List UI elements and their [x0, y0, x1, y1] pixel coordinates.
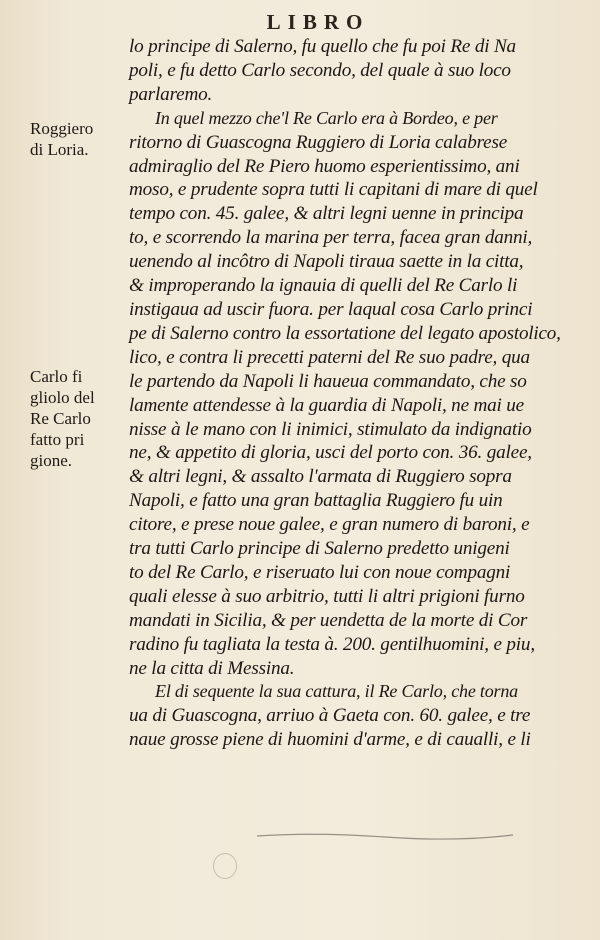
body-line: tempo con. 45. galee, & altri legni uenne in principa: [129, 203, 524, 225]
body-line: instigaua ad uscir fuora. per laqual cosa Carlo princi: [129, 298, 533, 320]
body-line: tra tutti Carlo principe di Salerno predetto unigeni: [129, 538, 510, 560]
body-line: parlaremo.: [129, 83, 213, 105]
body-line: moso, e prudente sopra tutti li capitani di mare di quel: [129, 179, 538, 201]
margin-note-line: gione.: [30, 451, 73, 470]
body-line: to del Re Carlo, e riseruato lui con noue compagni: [129, 561, 511, 583]
body-line: ne, & appetito di gloria, usci del porto con. 36. galee,: [129, 442, 532, 464]
body-line: Napoli, e fatto una gran battaglia Ruggiero fu uin: [129, 490, 503, 512]
body-line: naue grosse piene di huomini d'arme, e di caualli, e li: [129, 729, 531, 751]
page-ring-mark: [213, 853, 237, 879]
body-line: In quel mezzo che'l Re Carlo era à Bordeo, e per: [155, 107, 498, 128]
body-line: poli, e fu detto Carlo secondo, del quale à suo loco: [129, 59, 511, 81]
body-line: ua di Guascogna, arriuo à Gaeta con. 60. galee, e tre: [129, 705, 531, 727]
body-line: lo principe di Salerno, fu quello che fu poi Re di Na: [129, 36, 516, 57]
body-line: pe di Salerno contro la essortatione del legato apostolico,: [129, 322, 561, 344]
margin-note-line: gliolo del: [30, 388, 95, 407]
margin-note-roggiero: [30, 118, 93, 160]
body-line: uenendo al incôtro di Napoli tiraua saette in la citta,: [129, 251, 524, 273]
body-line: to, e scorrendo la marina per terra, facea gran danni,: [129, 227, 533, 249]
body-line: & improperando la ignauia di quelli del Re Carlo li: [129, 275, 518, 297]
running-head: LIBRO: [266, 10, 370, 34]
body-line: mandati in Sicilia, & per uendetta de la morte di Cor: [129, 609, 528, 631]
margin-note-line: Carlo fi: [30, 367, 83, 386]
body-line: ne la citta di Messina.: [129, 657, 295, 679]
body-line: & altri legni, & assalto l'armata di Ruggiero sopra: [129, 466, 512, 488]
margin-note-line: fatto pri: [30, 430, 85, 449]
body-line: lamente attendesse à la guardia di Napoli, ne mai ue: [129, 394, 524, 416]
margin-note-line: Re Carlo: [30, 409, 91, 428]
margin-note-carlo: [30, 366, 95, 471]
body-text: [129, 35, 561, 752]
margin-note-line: di Loria.: [30, 140, 89, 159]
body-line: citore, e prese noue galee, e gran numero di baroni, e: [129, 514, 530, 536]
body-line: lico, e contra li precetti paterni del Re suo padre, qua: [129, 346, 530, 368]
body-line: radino fu tagliata la testa à. 200. gentilhuomini, e piu,: [129, 633, 535, 655]
body-line: nisse à le mano con li inimici, stimulato da indignatio: [129, 418, 532, 440]
body-line: admiraglio del Re Piero huomo esperientissimo, ani: [129, 155, 520, 177]
body-line: ritorno di Guascogna Ruggiero di Loria calabrese: [129, 131, 508, 153]
body-line: quali elesse à suo arbitrio, tutti li altri prigioni furno: [129, 585, 525, 607]
catchword-underline: [255, 830, 515, 842]
margin-note-line: Roggiero: [30, 119, 94, 138]
body-line: le partendo da Napoli li haueua commandato, che so: [129, 370, 527, 392]
body-line: El di sequente la sua cattura, il Re Carlo, che torna: [155, 681, 519, 702]
